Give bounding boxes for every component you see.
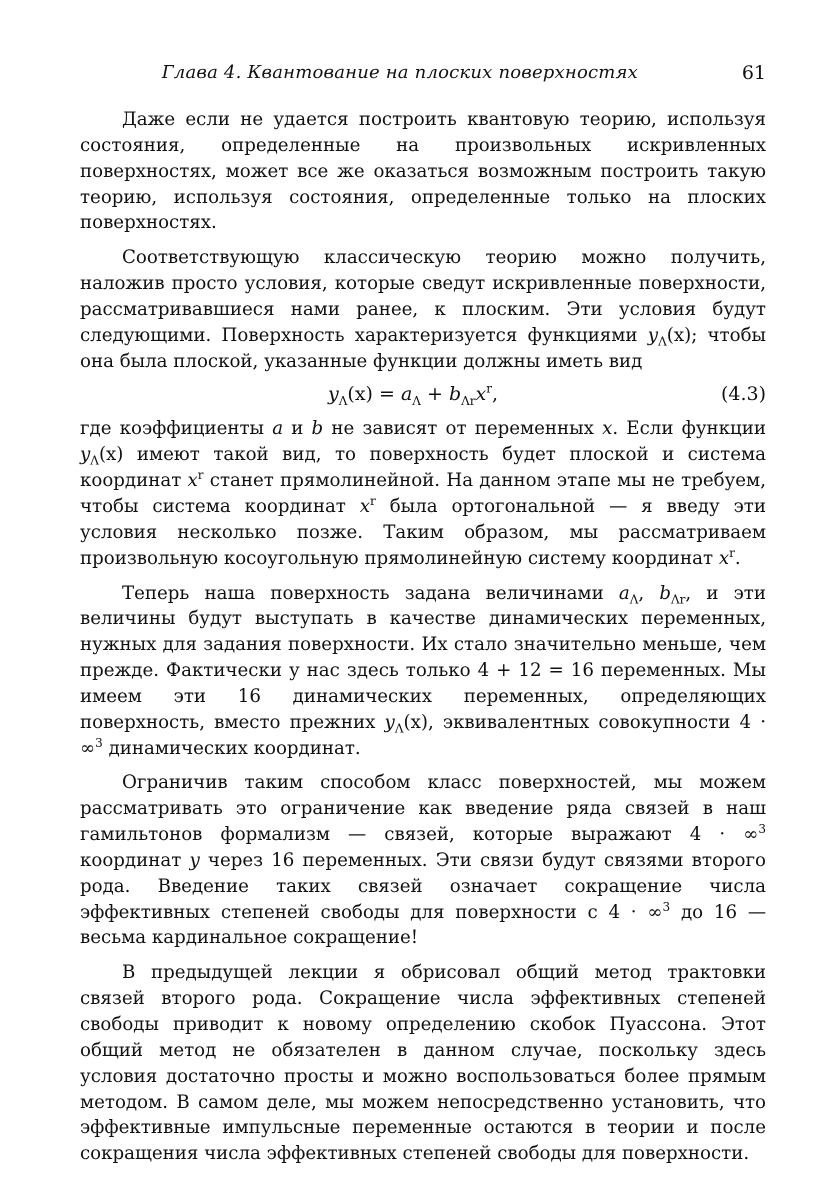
running-head: Глава 4. Квантование на плоских поверхностях (161, 62, 638, 83)
equation-number: (4.3) (720, 383, 766, 406)
paragraph-3: где коэффициенты a и b не зависят от переменных x. Если функции $y_\Lambda(x)$ имеют такой вид, то поверхность будет плоской и система координат $x^r$ станет прямолинейной. На данном этапе мы не требуем, чтобы система координат $x^r$ была ортогональной — я введу эти условия несколько позже. Таким образом, мы рассматриваем произвольную косоугольную прямолинейную систему координат $x^r$. (80, 418, 766, 569)
paragraph-6: В предыдущей лекции я обрисовал общий метод трактовки связей второго рода. Сокращение числа эффективных степеней свободы приводит к новому определению скобок Пуассона. Этот общий метод не обязателен в данном случае, поскольку здесь условия достаточно просты и можно воспользоваться более прямым методом. В самом деле, мы можем непосредственно установить, что эффективные импульсные переменные остаются в теории и после сокращения числа эффективных степеней свободы для поверхности. (80, 962, 766, 1165)
page-number: 61 (741, 62, 766, 84)
paragraph-1: Даже если не удается построить квантовую теорию, используя состояния, определенные на произвольных искривленных поверхностях, может все же оказаться возможным построить такую теорию, используя состояния, определенные только на плоских поверхностях. (80, 109, 766, 234)
paragraph-5: Ограничив таким способом класс поверхностей, мы можем рассматривать это ограничение как введение ряда связей в наш гамильтонов формализм — связей, которые выражают 4 · ∞$^3$ координат y через 16 переменных. Эти связи будут связями второго рода. Введение таких связей означает сокращение числа эффективных степеней свободы для поверхности с 4 · ∞$^3$ до 16 — весьма кардинальное сокращение! (80, 772, 767, 949)
equation-4-3 (80, 376, 766, 416)
page-header (80, 62, 766, 92)
paragraph-2: Соответствующую классическую теорию можно получить, наложив просто условия, которые сведут искривленные поверхности, рассматривавшиеся нами ранее, к плоским. Эти условия будут следующими. Поверхность характеризуется функциями $y_\Lambda(x)$; чтобы она была плоской, указанные функции должны иметь вид (80, 247, 766, 372)
equation-formula: $y_\Lambda(x) = a_\Lambda + b_{\Lambda r}x^r$, (328, 382, 499, 409)
paragraph-4: Теперь наша поверхность задана величинами $a_\Lambda$, $b_{\Lambda r}$, и эти величины будут выступать в качестве динамических переменных, нужных для задания поверхности. Их стало значительно меньше, чем прежде. Фактически у нас здесь только 4 + 12 = 16 переменных. Мы имеем эти 16 динамических переменных, определяющих поверхность, вместо прежних $y_\Lambda(x)$, эквивалентных совокупности 4 · ∞$^3$ динамических координат. (80, 582, 766, 759)
body-text (80, 107, 766, 1167)
